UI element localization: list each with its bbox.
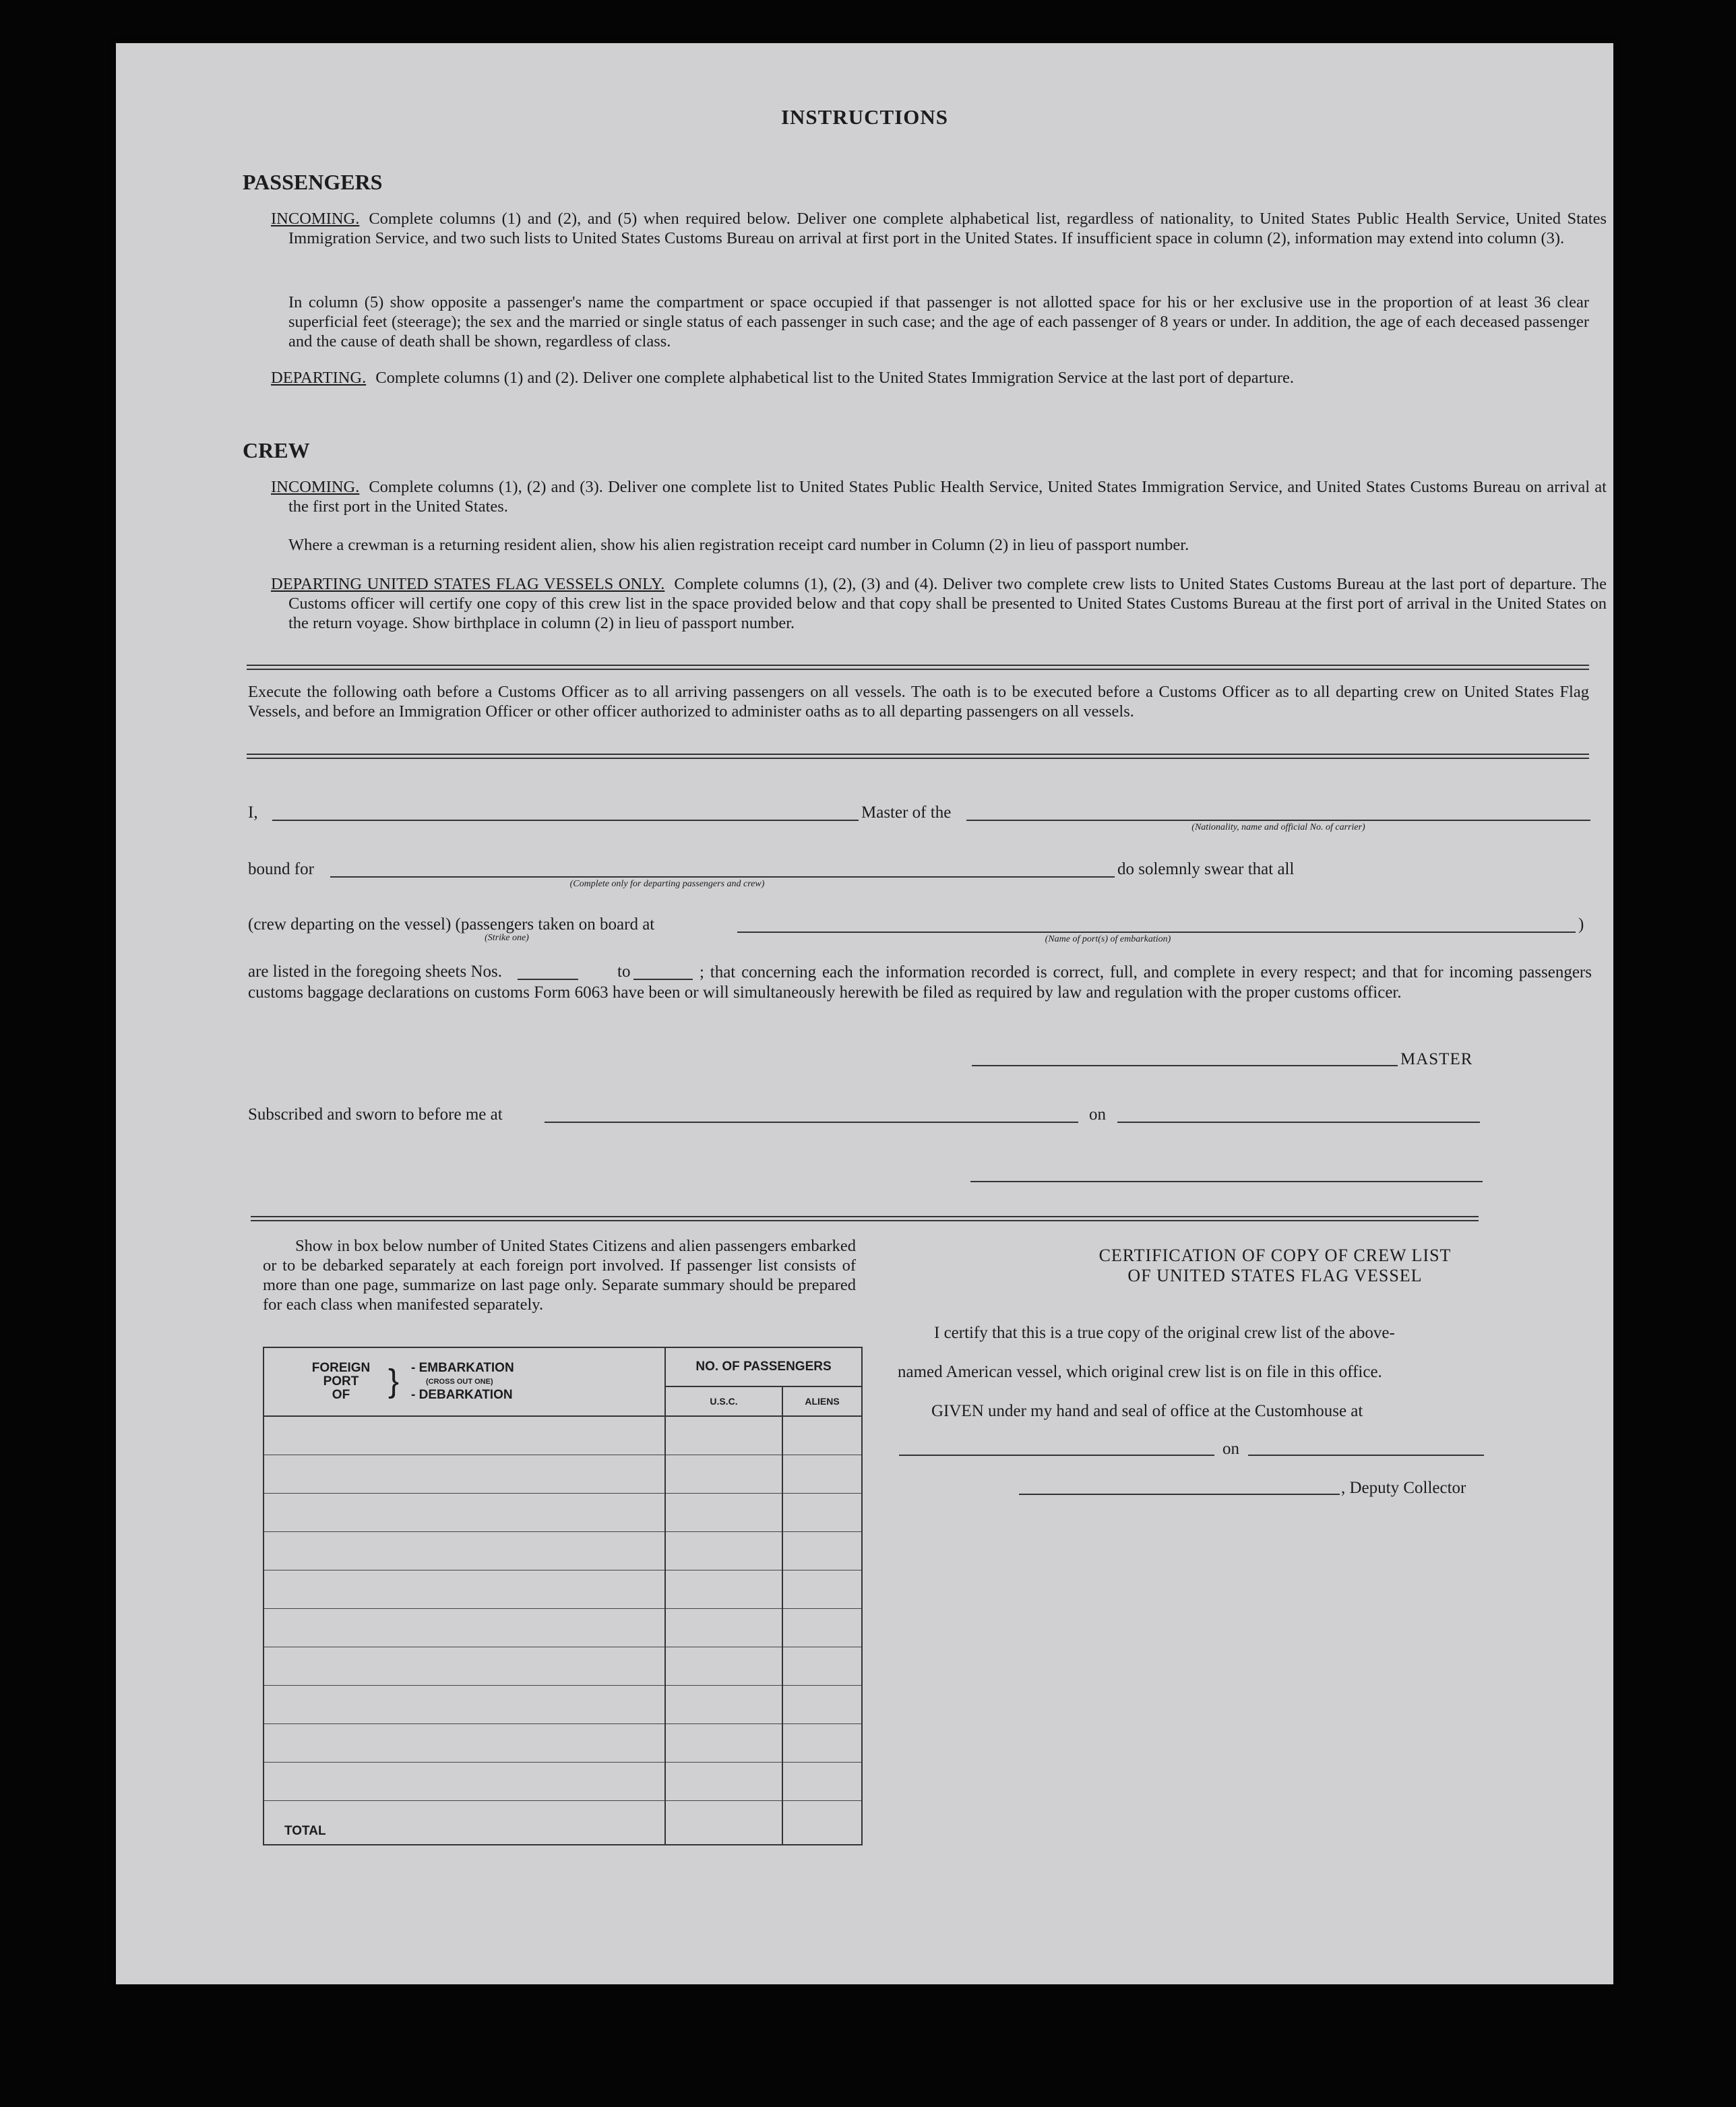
- port-cell[interactable]: [264, 1763, 665, 1801]
- port-cell[interactable]: [264, 1724, 665, 1763]
- usc-cell[interactable]: [665, 1455, 782, 1494]
- passengers-departing-text: Complete columns (1) and (2). Deliver one complete alphabetical list to the United States Immigration Service at the last port of departure.: [375, 369, 1294, 387]
- listed-text: ; that concerning each the information recorded is correct, full, and complete in every respect; and that for incoming passengers customs baggage declarations on customs Form 6063 have been or will simultaneously herewith be filed as required by law and regulation with the proper customs officer.: [248, 963, 1592, 1002]
- crew-departing-text: (crew departing on the vessel) (passengers taken on board at: [248, 915, 655, 934]
- crew-incoming-lead: INCOMING.: [271, 478, 360, 496]
- crew-departing-lead: DEPARTING UNITED STATES FLAG VESSELS ONLY.: [271, 575, 665, 593]
- aliens-cell[interactable]: [782, 1494, 862, 1532]
- aliens-cell[interactable]: [782, 1724, 862, 1763]
- section-divider: [247, 665, 1589, 670]
- usc-cell[interactable]: [665, 1724, 782, 1763]
- usc-header: U.S.C.: [665, 1386, 782, 1416]
- given-text: GIVEN under my hand and seal of office at the Customhouse at: [931, 1402, 1363, 1420]
- section-divider: [251, 1216, 1479, 1221]
- deputy-collector-label: , Deputy Collector: [1341, 1479, 1466, 1497]
- given-on-label: on: [1222, 1440, 1239, 1458]
- deputy-signature-field[interactable]: [1019, 1494, 1340, 1495]
- listed-prefix: are listed in the foregoing sheets Nos.: [248, 963, 502, 981]
- usc-cell[interactable]: [665, 1532, 782, 1570]
- certification-heading: [938, 1246, 1612, 1286]
- close-paren: ): [1578, 915, 1584, 934]
- embarkation-port-field[interactable]: [737, 932, 1576, 933]
- sworn-place-field[interactable]: [545, 1122, 1078, 1123]
- aliens-cell[interactable]: [782, 1455, 862, 1494]
- certify-text-line2: named American vessel, which original crew list is on file in this office.: [898, 1363, 1382, 1381]
- usc-cell[interactable]: [665, 1609, 782, 1647]
- total-label-cell: [264, 1801, 665, 1845]
- table-row: [264, 1686, 862, 1724]
- cross-out-label: (CROSS OUT ONE): [426, 1378, 493, 1386]
- passengers-departing-lead: DEPARTING.: [271, 369, 367, 387]
- master-name-field[interactable]: [272, 820, 859, 821]
- crew-departing-text: Complete columns (1), (2), (3) and (4). Deliver two complete crew lists to United States Customs Bureau at the last port of departure. The Customs officer will certify one copy of this crew list in the space provided below and that copy shall be presented to United States Customs Bureau at the first port of arrival in the United States on the return voyage. Show birthplace in column (2) in lieu of passport number.: [288, 575, 1607, 632]
- crew-resident-paragraph: Where a crewman is a returning resident alien, show his alien registration receipt card number in Column (2) in lieu of passport number.: [288, 536, 1189, 554]
- passenger-port-table: [263, 1347, 863, 1845]
- certify-text-line1: I certify that this is a true copy of the original crew list of the above-: [934, 1324, 1395, 1342]
- aliens-cell[interactable]: [782, 1647, 862, 1686]
- section-divider: [247, 754, 1589, 759]
- crew-incoming-text: Complete columns (1), (2) and (3). Deliver one complete list to United States Public Health Service, United States Immigration Service, and United States Customs Bureau on arrival at the first port in the United States.: [288, 478, 1607, 516]
- table-row: [264, 1455, 862, 1494]
- usc-cell[interactable]: [665, 1416, 782, 1455]
- port-header-foreign: FOREIGN: [311, 1361, 371, 1375]
- sworn-on-label: on: [1089, 1105, 1106, 1124]
- table-row: [264, 1647, 862, 1686]
- bound-for-field[interactable]: [330, 876, 1115, 878]
- passengers-incoming-paragraph: [271, 209, 1607, 248]
- brace-icon: }: [388, 1364, 400, 1399]
- aliens-cell[interactable]: [782, 1609, 862, 1647]
- aliens-cell[interactable]: [782, 1763, 862, 1801]
- port-header-port: PORT: [323, 1374, 359, 1388]
- aliens-cell[interactable]: [782, 1686, 862, 1724]
- passengers-incoming-lead: INCOMING.: [271, 210, 360, 228]
- oath-i-label: I,: [248, 803, 258, 822]
- port-cell[interactable]: [264, 1570, 665, 1609]
- usc-cell[interactable]: [665, 1570, 782, 1609]
- passengers-column5-paragraph: In column (5) show opposite a passenger's name the compartment or space occupied if that passenger is not allotted space for his or her exclusive use in the proportion of at least 36 clear superficial feet (steerage); the sex and the married or single status of each passenger in such case; and the age of each passenger of 8 years or under. In addition, the age of each deceased passenger and the cause of death shall be shown, regardless of class.: [288, 293, 1589, 350]
- port-cell[interactable]: [264, 1532, 665, 1570]
- port-cell[interactable]: [264, 1647, 665, 1686]
- port-header-of: OF: [332, 1388, 350, 1402]
- table-row: [264, 1724, 862, 1763]
- master-label: MASTER: [1400, 1050, 1473, 1068]
- aliens-cell[interactable]: [782, 1570, 862, 1609]
- total-usc-cell[interactable]: [665, 1801, 782, 1845]
- total-label: TOTAL: [284, 1824, 326, 1838]
- passengers-incoming-text: Complete columns (1) and (2), and (5) when required below. Deliver one complete alphabetical list, regardless of nationality, to United States Public Health Service, United States Immigration Service, and two such lists to United States Customs Bureau on arrival at first port in the United States. If insufficient space in column (2), information may extend into column (3).: [288, 210, 1607, 247]
- subscribed-label: Subscribed and sworn to before me at: [248, 1105, 503, 1124]
- table-row: [264, 1763, 862, 1801]
- listed-to-label: to: [617, 963, 631, 981]
- certification-heading-line2: OF UNITED STATES FLAG VESSEL: [1127, 1266, 1423, 1285]
- passengers-heading: PASSENGERS: [243, 170, 383, 194]
- table-row: [264, 1609, 862, 1647]
- embarkation-label: - EMBARKATION: [411, 1361, 514, 1375]
- usc-cell[interactable]: [665, 1647, 782, 1686]
- carrier-field-hint: (Nationality, name and official No. of carrier): [1191, 822, 1365, 832]
- customhouse-field[interactable]: [899, 1455, 1214, 1456]
- aliens-cell[interactable]: [782, 1532, 862, 1570]
- table-row: [264, 1416, 862, 1455]
- port-cell[interactable]: [264, 1416, 665, 1455]
- crew-departing-paragraph: [271, 574, 1607, 633]
- crew-heading: CREW: [243, 438, 310, 462]
- port-cell[interactable]: [264, 1686, 665, 1724]
- usc-cell[interactable]: [665, 1763, 782, 1801]
- table-row: [264, 1570, 862, 1609]
- master-signature-field[interactable]: [972, 1065, 1398, 1066]
- port-cell[interactable]: [264, 1494, 665, 1532]
- crew-incoming-paragraph: [271, 477, 1607, 516]
- aliens-header: ALIENS: [782, 1386, 862, 1416]
- total-aliens-cell[interactable]: [782, 1801, 862, 1845]
- port-cell[interactable]: [264, 1455, 665, 1494]
- table-row: [264, 1532, 862, 1570]
- no-passengers-header: NO. OF PASSENGERS: [665, 1347, 862, 1386]
- certification-heading-line1: CERTIFICATION OF COPY OF CREW LIST: [1098, 1246, 1452, 1265]
- total-row: [264, 1801, 862, 1845]
- port-cell[interactable]: [264, 1609, 665, 1647]
- usc-cell[interactable]: [665, 1686, 782, 1724]
- bound-for-label: bound for: [248, 860, 314, 878]
- officer-signature-field[interactable]: [970, 1181, 1483, 1182]
- carrier-field[interactable]: [966, 820, 1590, 821]
- master-of-the-label: Master of the: [861, 803, 952, 822]
- strike-one-hint: (Strike one): [485, 933, 529, 943]
- oath-instruction: Execute the following oath before a Customs Officer as to all arriving passengers on all vessels. The oath is to be executed before a Customs Officer as to all departing crew on United States Flag Vessels, and before an Immigration Officer or other officer authorized to administer oaths as to all departing passengers on all vessels.: [248, 683, 1589, 721]
- form-sheet: [116, 43, 1613, 1984]
- swear-text: do solemnly swear that all: [1117, 860, 1295, 878]
- page-title: INSTRUCTIONS: [780, 105, 948, 129]
- sworn-date-field[interactable]: [1117, 1122, 1480, 1123]
- bound-for-hint: (Complete only for departing passengers and crew): [569, 879, 765, 889]
- given-date-field[interactable]: [1248, 1455, 1484, 1456]
- embarkation-port-hint: (Name of port(s) of embarkation): [1045, 934, 1171, 944]
- passengers-departing-paragraph: [271, 368, 1607, 388]
- usc-cell[interactable]: [665, 1494, 782, 1532]
- summary-note: Show in box below number of United States Citizens and alien passengers embarked or to be debarked separately at each foreign port involved. If passenger list consists of more than one page, summarize on last page only. Separate summary should be prepared for each class when manifested separately.: [263, 1237, 856, 1314]
- debarkation-label: - DEBARKATION: [411, 1388, 513, 1402]
- aliens-cell[interactable]: [782, 1416, 862, 1455]
- port-header: [264, 1347, 665, 1416]
- table-row: [264, 1494, 862, 1532]
